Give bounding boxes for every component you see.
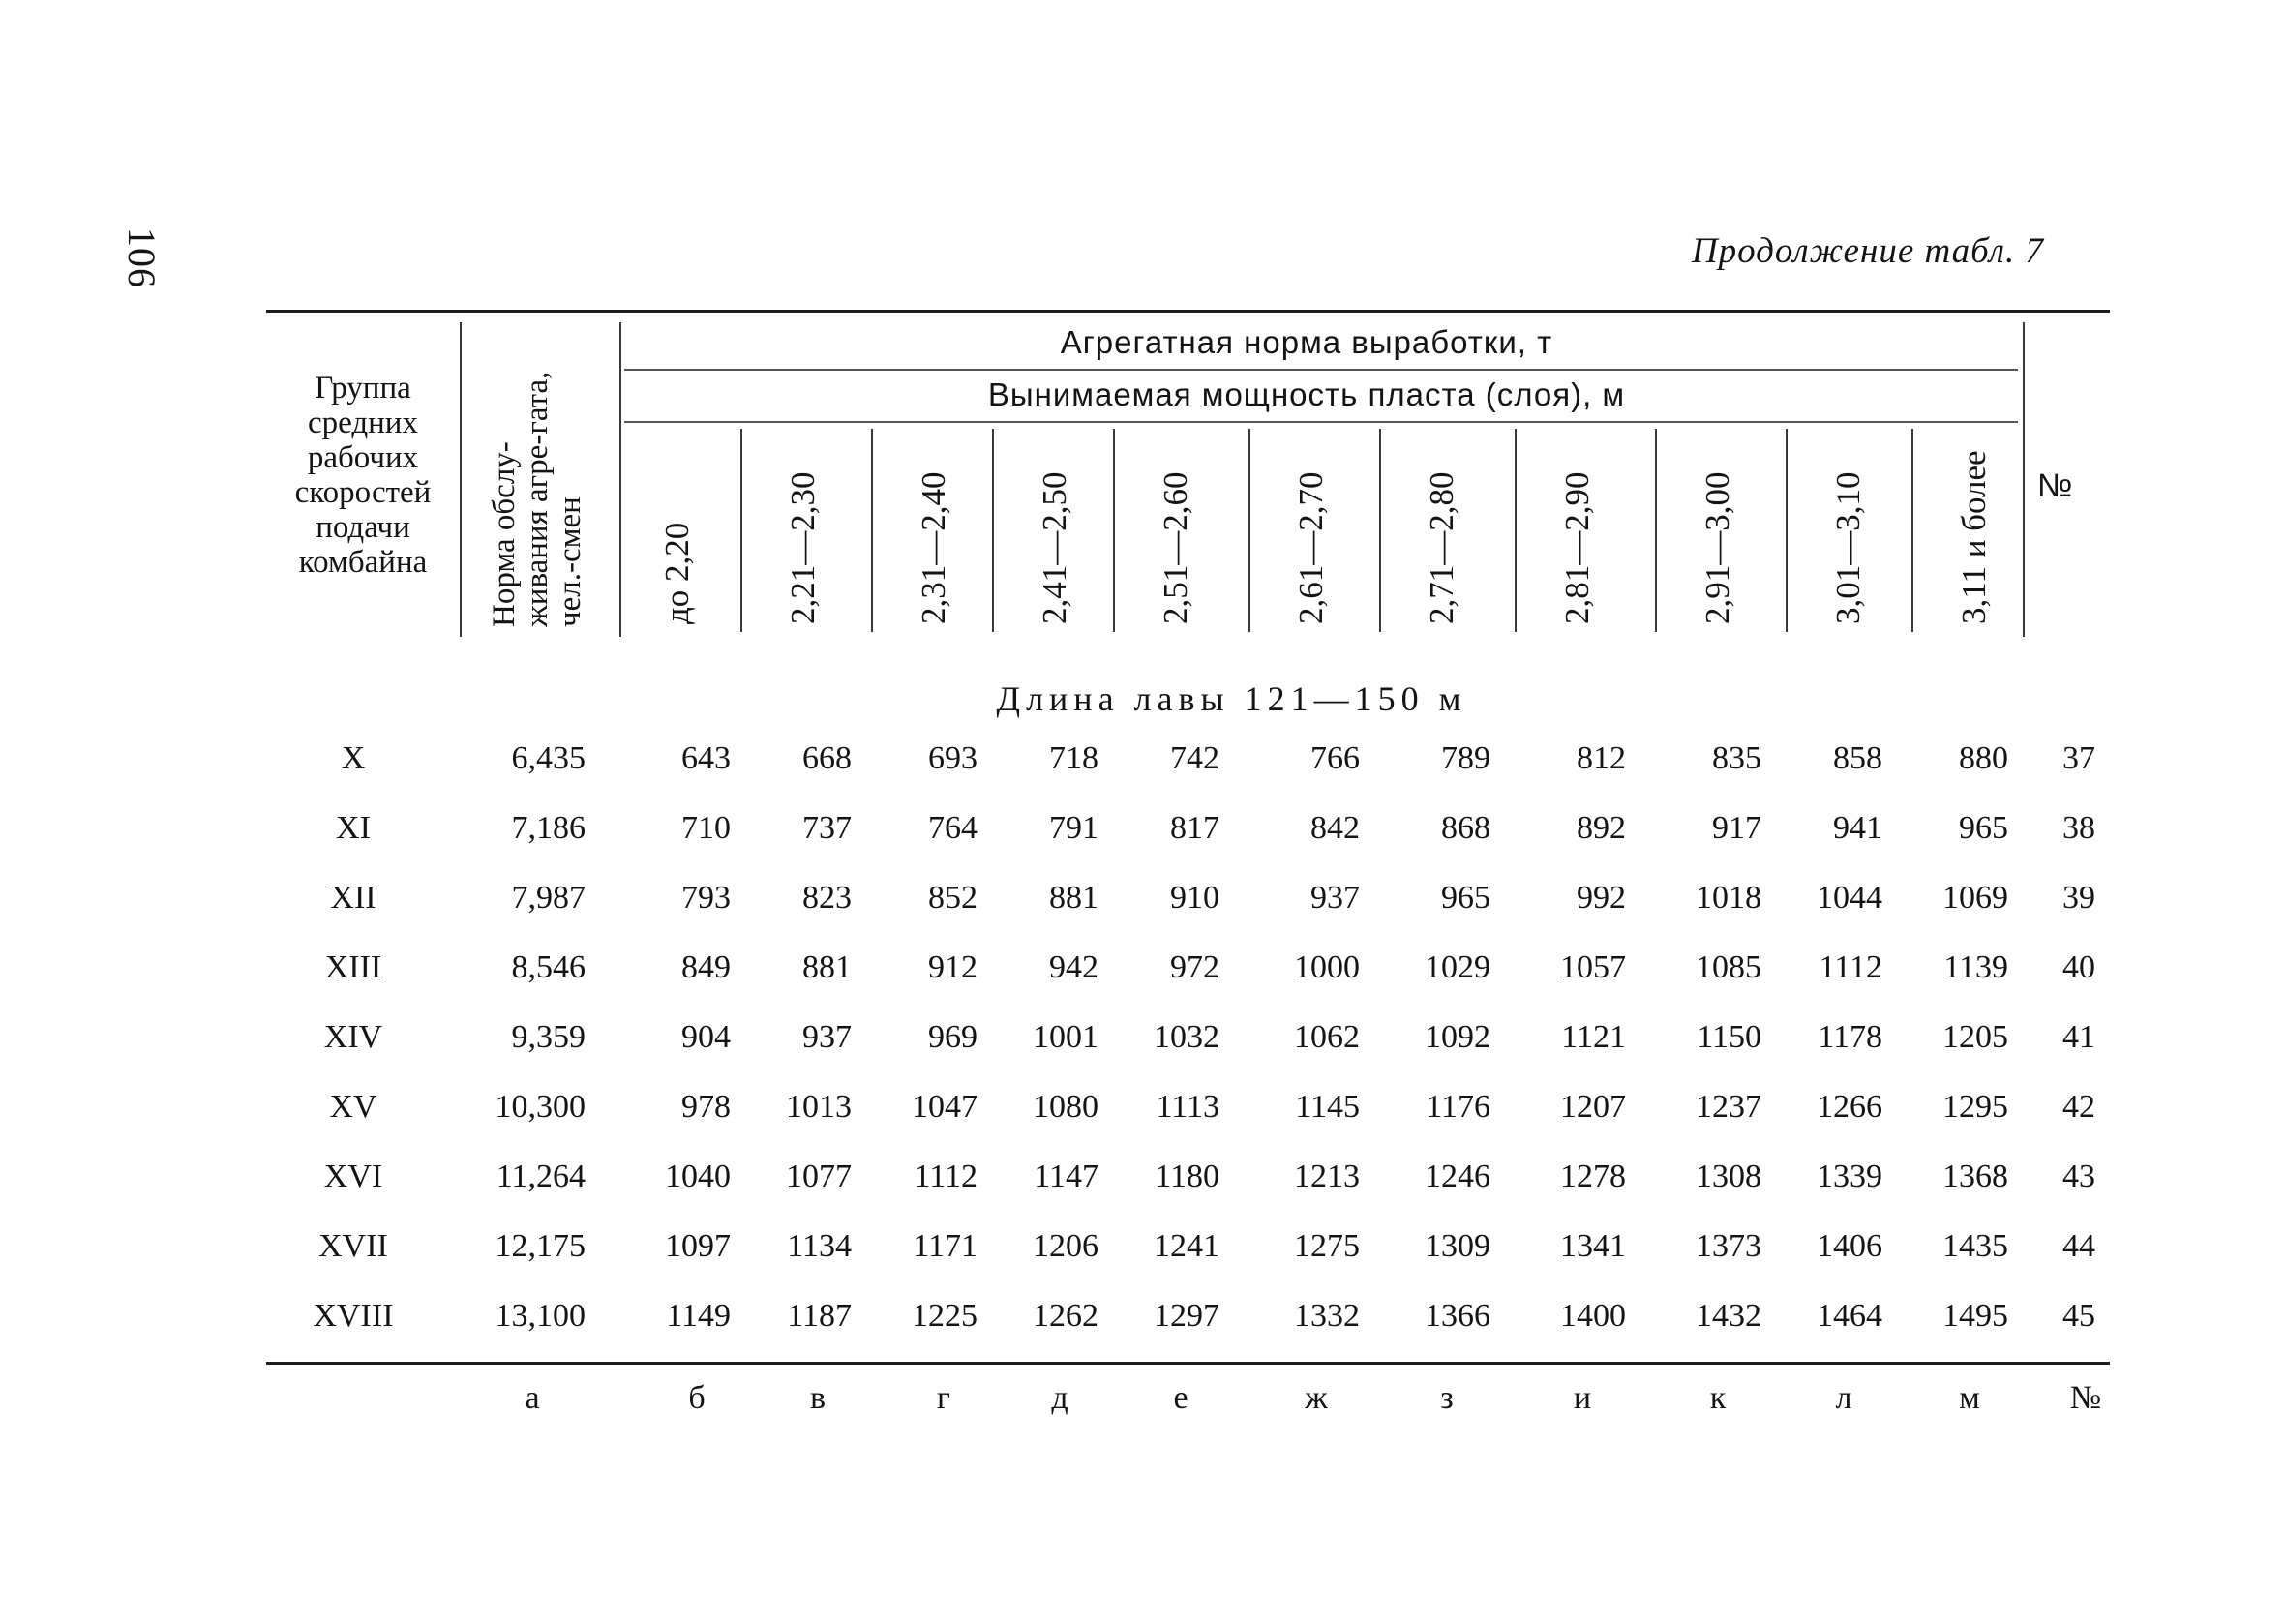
speed-group-cell: X <box>341 740 366 776</box>
output-norm-cell: 965 <box>1959 810 2008 846</box>
speed-group-cell: XI <box>336 810 371 846</box>
thickness-range-header <box>1534 425 1621 638</box>
column-divider <box>2023 322 2025 637</box>
speed-group-cell: XIV <box>323 1019 383 1055</box>
service-norm-cell: 13,100 <box>495 1298 586 1334</box>
output-norm-cell: 1297 <box>1154 1298 1219 1334</box>
column-letter: к <box>1709 1380 1727 1416</box>
output-norm-cell: 766 <box>1310 740 1360 776</box>
service-norm-cell: 9,359 <box>511 1019 586 1055</box>
output-norm-cell: 1406 <box>1817 1228 1882 1264</box>
output-norm-cell: 1000 <box>1294 949 1360 985</box>
table-row <box>266 1145 2110 1215</box>
column-letter: ж <box>1305 1380 1328 1416</box>
output-norm-cell: 1341 <box>1560 1228 1626 1264</box>
output-norm-cell: 1435 <box>1942 1228 2008 1264</box>
output-norm-cell: 764 <box>928 810 978 846</box>
output-norm-cell: 823 <box>802 880 852 916</box>
output-norm-cell: 1207 <box>1560 1089 1626 1125</box>
column-divider <box>619 322 621 637</box>
row-number-cell: 37 <box>2062 740 2095 776</box>
output-norm-cell: 1139 <box>1943 949 2008 985</box>
page-number: 106 <box>120 227 164 288</box>
output-norm-cell: 1080 <box>1033 1089 1098 1125</box>
output-norm-cell: 1366 <box>1425 1298 1490 1334</box>
output-norm-cell: 793 <box>681 880 731 916</box>
output-norm-cell: 1178 <box>1818 1019 1882 1055</box>
output-norm-cell: 1495 <box>1942 1298 2008 1334</box>
output-norm-cell: 1069 <box>1942 880 2008 916</box>
output-norm-cell: 668 <box>802 740 852 776</box>
output-norm-cell: 1237 <box>1696 1089 1761 1125</box>
service-norm-cell: 7,186 <box>511 810 586 846</box>
seam-thickness-header: Вынимаемая мощность пласта (слоя), м <box>987 376 1626 412</box>
table-row <box>266 727 2110 797</box>
service-norm-cell: 12,175 <box>495 1228 586 1264</box>
service-norm-cell: 11,264 <box>496 1158 586 1194</box>
thickness-range-header <box>890 425 978 638</box>
output-norm-cell: 1062 <box>1294 1019 1360 1055</box>
output-norm-cell: 937 <box>1310 880 1360 916</box>
output-norm-cell: 941 <box>1833 810 1882 846</box>
thickness-range-label: 2,41—2,50 <box>1036 471 1073 624</box>
row-number-cell: 44 <box>2062 1228 2095 1264</box>
column-letter: а <box>525 1380 540 1416</box>
column-divider <box>1655 429 1657 632</box>
output-norm-cell: 1332 <box>1294 1298 1360 1334</box>
output-norm-cell: 842 <box>1310 810 1360 846</box>
output-norm-cell: 1246 <box>1425 1158 1490 1194</box>
output-norm-cell: 1309 <box>1425 1228 1490 1264</box>
thickness-range-label: 3,01—3,10 <box>1829 471 1867 624</box>
group-column-header: Группа средних рабочих скоростей подачи комбайна <box>294 371 432 580</box>
output-norm-cell: 693 <box>928 740 978 776</box>
output-norm-cell: 1295 <box>1942 1089 2008 1125</box>
column-divider <box>740 429 742 632</box>
aggregate-norm-header: Агрегатная норма выработки, т <box>1060 324 1553 360</box>
output-norm-cell: 1180 <box>1155 1158 1219 1194</box>
speed-group-cell: XVII <box>318 1228 388 1264</box>
output-norm-cell: 912 <box>928 949 978 985</box>
output-norm-cell: 1241 <box>1154 1228 1219 1264</box>
table-row <box>266 1284 2110 1354</box>
table-row <box>266 797 2110 866</box>
output-norm-cell: 1225 <box>912 1298 978 1334</box>
output-norm-cell: 937 <box>802 1019 852 1055</box>
speed-group-cell: XVIII <box>313 1298 394 1334</box>
header-rule <box>624 421 2018 423</box>
row-number-header: № <box>2037 467 2073 504</box>
output-norm-cell: 643 <box>681 740 731 776</box>
output-norm-cell: 1150 <box>1697 1019 1761 1055</box>
column-divider <box>871 429 873 632</box>
thickness-range-header <box>1132 425 1219 638</box>
output-norm-cell: 1112 <box>1819 949 1882 985</box>
output-norm-cell: 1266 <box>1817 1089 1882 1125</box>
column-letter: в <box>809 1380 827 1416</box>
output-norm-cell: 978 <box>681 1089 731 1125</box>
output-norm-cell: 1113 <box>1156 1089 1219 1125</box>
thickness-range-label: 2,71—2,80 <box>1423 471 1460 624</box>
column-letter: м <box>1959 1380 1980 1416</box>
column-divider <box>1379 429 1381 632</box>
speed-group-cell: XVI <box>323 1158 383 1194</box>
thickness-range-label: 3,11 и более <box>1955 450 1993 624</box>
output-norm-cell: 1018 <box>1696 880 1761 916</box>
column-divider <box>1248 429 1250 632</box>
column-divider <box>1911 429 1913 632</box>
column-letter-row <box>266 1365 2110 1432</box>
thickness-range-label: 2,81—2,90 <box>1558 471 1596 624</box>
service-norm-cell: 10,300 <box>495 1089 586 1125</box>
output-norm-cell: 1040 <box>665 1158 731 1194</box>
norm-table <box>266 310 2110 1432</box>
output-norm-cell: 881 <box>1049 880 1098 916</box>
section-title: Длина лавы 121—150 м <box>996 679 1467 718</box>
thickness-range-label: 2,51—2,60 <box>1157 471 1194 624</box>
row-number-cell: 40 <box>2062 949 2095 985</box>
output-norm-cell: 1176 <box>1426 1089 1490 1125</box>
output-norm-cell: 1097 <box>665 1228 731 1264</box>
output-norm-cell: 942 <box>1049 949 1098 985</box>
output-norm-cell: 1121 <box>1561 1019 1626 1055</box>
service-norm-cell: 8,546 <box>511 949 586 985</box>
output-norm-cell: 1001 <box>1033 1019 1098 1055</box>
column-letter: з <box>1440 1380 1454 1416</box>
output-norm-cell: 880 <box>1959 740 2008 776</box>
thickness-range-header <box>1674 425 1761 638</box>
output-norm-cell: 817 <box>1170 810 1219 846</box>
column-letter: г <box>937 1380 950 1416</box>
output-norm-cell: 1275 <box>1294 1228 1360 1264</box>
output-norm-cell: 1145 <box>1295 1089 1360 1125</box>
table-row <box>266 936 2110 1006</box>
thickness-range-label: 2,61—2,70 <box>1292 471 1330 624</box>
output-norm-cell: 1134 <box>787 1228 852 1264</box>
output-norm-cell: 1373 <box>1696 1228 1761 1264</box>
table-row <box>266 866 2110 936</box>
output-norm-cell: 849 <box>681 949 731 985</box>
speed-group-cell: XV <box>329 1089 377 1125</box>
norm-column-header <box>465 327 610 637</box>
row-number-cell: 41 <box>2062 1019 2095 1055</box>
output-norm-cell: 1206 <box>1033 1228 1098 1264</box>
output-norm-cell: 910 <box>1170 880 1219 916</box>
output-norm-cell: 1432 <box>1696 1298 1761 1334</box>
output-norm-cell: 737 <box>802 810 852 846</box>
table-row <box>266 1006 2110 1075</box>
output-norm-cell: 858 <box>1833 740 1882 776</box>
table-continuation-caption: Продолжение табл. 7 <box>1691 231 2044 271</box>
row-number-cell: 42 <box>2062 1089 2095 1125</box>
column-letter: б <box>688 1380 706 1416</box>
column-divider <box>1515 429 1517 632</box>
row-number-cell: 39 <box>2062 880 2095 916</box>
row-number-cell: 38 <box>2062 810 2095 846</box>
output-norm-cell: 718 <box>1049 740 1098 776</box>
thickness-range-label: до 2,20 <box>658 522 696 624</box>
output-norm-cell: 791 <box>1049 810 1098 846</box>
output-norm-cell: 1057 <box>1560 949 1626 985</box>
output-norm-cell: 1147 <box>1034 1158 1098 1194</box>
column-letter: л <box>1835 1380 1852 1416</box>
output-norm-cell: 972 <box>1170 949 1219 985</box>
output-norm-cell: 868 <box>1441 810 1490 846</box>
column-divider <box>1113 429 1115 632</box>
output-norm-cell: 852 <box>928 880 978 916</box>
output-norm-cell: 1013 <box>786 1089 852 1125</box>
thickness-range-header <box>1011 425 1098 638</box>
thickness-range-label: 2,21—2,30 <box>784 471 822 624</box>
output-norm-cell: 1187 <box>787 1298 852 1334</box>
output-norm-cell: 965 <box>1441 880 1490 916</box>
output-norm-cell: 1077 <box>786 1158 852 1194</box>
table-row <box>266 1215 2110 1284</box>
thickness-range-header <box>1805 425 1892 638</box>
output-norm-cell: 1213 <box>1294 1158 1360 1194</box>
output-norm-cell: 710 <box>681 810 731 846</box>
service-norm-cell: 7,987 <box>511 880 586 916</box>
output-norm-cell: 1205 <box>1942 1019 2008 1055</box>
thickness-range-header <box>1268 425 1355 638</box>
output-norm-cell: 881 <box>802 949 852 985</box>
output-norm-cell: 1339 <box>1817 1158 1882 1194</box>
output-norm-cell: 917 <box>1712 810 1761 846</box>
output-norm-cell: 1112 <box>914 1158 978 1194</box>
thickness-range-header <box>1399 425 1486 638</box>
output-norm-cell: 789 <box>1441 740 1490 776</box>
service-norm-cell: 6,435 <box>511 740 586 776</box>
output-norm-cell: 1085 <box>1696 949 1761 985</box>
table-body <box>266 727 2110 1354</box>
output-norm-cell: 835 <box>1712 740 1761 776</box>
thickness-range-label: 2,91—3,00 <box>1699 471 1736 624</box>
output-norm-cell: 1149 <box>666 1298 731 1334</box>
column-divider <box>992 429 994 632</box>
thickness-range-label: 2,31—2,40 <box>915 471 952 624</box>
column-letter: и <box>1573 1380 1592 1416</box>
output-norm-cell: 1092 <box>1425 1019 1490 1055</box>
output-norm-cell: 1262 <box>1033 1298 1098 1334</box>
output-norm-cell: 1171 <box>913 1228 978 1264</box>
output-norm-cell: 969 <box>928 1019 978 1055</box>
output-norm-cell: 1368 <box>1942 1158 2008 1194</box>
thickness-range-header <box>760 425 847 638</box>
row-number-cell: 45 <box>2062 1298 2095 1334</box>
output-norm-cell: 742 <box>1170 740 1219 776</box>
output-norm-cell: 1400 <box>1560 1298 1626 1334</box>
row-number-cell: 43 <box>2062 1158 2095 1194</box>
output-norm-cell: 1029 <box>1425 949 1490 985</box>
output-norm-cell: 1308 <box>1696 1158 1761 1194</box>
speed-group-cell: XIII <box>324 949 382 985</box>
table-row <box>266 1075 2110 1145</box>
column-divider <box>1786 429 1788 632</box>
speed-group-cell: XII <box>330 880 376 916</box>
output-norm-cell: 812 <box>1577 740 1626 776</box>
table-header <box>266 310 2110 642</box>
output-norm-cell: 1278 <box>1560 1158 1626 1194</box>
output-norm-cell: 1047 <box>912 1089 978 1125</box>
output-norm-cell: 904 <box>681 1019 731 1055</box>
thickness-range-header <box>634 425 721 638</box>
output-norm-cell: 1044 <box>1817 880 1882 916</box>
output-norm-cell: 1464 <box>1817 1298 1882 1334</box>
thickness-range-header <box>1931 425 2018 638</box>
column-letter: № <box>2069 1380 2102 1416</box>
column-divider <box>460 322 462 637</box>
output-norm-cell: 992 <box>1577 880 1626 916</box>
column-letter: е <box>1173 1380 1188 1416</box>
header-rule <box>624 369 2018 371</box>
output-norm-cell: 892 <box>1577 810 1626 846</box>
column-letter: д <box>1051 1380 1068 1416</box>
output-norm-cell: 1032 <box>1154 1019 1219 1055</box>
norm-column-header-text: Норма обслу-живания агре-гата, чел.-смен <box>487 371 587 627</box>
